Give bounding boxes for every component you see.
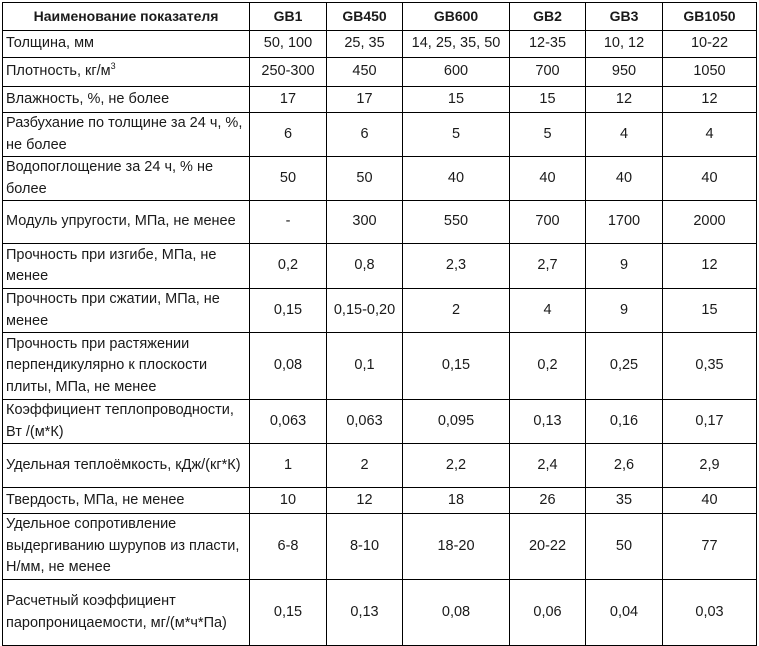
header-gb450: GB450 <box>327 3 403 31</box>
cell-value: 25, 35 <box>327 31 403 58</box>
cell-value: 40 <box>586 157 663 201</box>
cell-value: 10 <box>250 488 327 514</box>
cell-value: 0,15 <box>250 289 327 333</box>
table-row <box>3 157 757 201</box>
row-label <box>3 58 250 87</box>
cell-value: 2 <box>327 444 403 488</box>
cell-value: 5 <box>510 113 586 157</box>
row-label: Коэффициент теплопроводности, Вт /(м*К) <box>3 400 250 444</box>
cell-value: 0,15 <box>403 333 510 400</box>
cell-value: 15 <box>663 289 757 333</box>
cell-value: 0,04 <box>586 580 663 646</box>
cell-value: 0,13 <box>510 400 586 444</box>
cell-value: 0,03 <box>663 580 757 646</box>
cell-value: 5 <box>403 113 510 157</box>
table-row <box>3 87 757 113</box>
table-row <box>3 580 757 646</box>
cell-value: 15 <box>510 87 586 113</box>
header-gb3: GB3 <box>586 3 663 31</box>
cell-value: 0,2 <box>510 333 586 400</box>
cell-value: 50, 100 <box>250 31 327 58</box>
cell-value: 8-10 <box>327 514 403 580</box>
cell-value: 6 <box>250 113 327 157</box>
table-row <box>3 31 757 58</box>
row-label: Модуль упругости, МПа, не менее <box>3 201 250 244</box>
table-row <box>3 333 757 400</box>
cell-value: 40 <box>403 157 510 201</box>
header-parameter: Наименование показателя <box>3 3 250 31</box>
table-row <box>3 444 757 488</box>
cell-value: 2000 <box>663 201 757 244</box>
cell-value: 4 <box>663 113 757 157</box>
cell-value: 600 <box>403 58 510 87</box>
cell-value: - <box>250 201 327 244</box>
table-row <box>3 201 757 244</box>
table-row <box>3 514 757 580</box>
cell-value: 15 <box>403 87 510 113</box>
cell-value: 2,4 <box>510 444 586 488</box>
cell-value: 50 <box>250 157 327 201</box>
cell-value: 0,16 <box>586 400 663 444</box>
table-row <box>3 488 757 514</box>
header-row <box>3 3 757 31</box>
cell-value: 700 <box>510 201 586 244</box>
cell-value: 4 <box>586 113 663 157</box>
cell-value: 0,15-0,20 <box>327 289 403 333</box>
properties-table-wrapper <box>2 2 757 646</box>
cell-value: 0,08 <box>250 333 327 400</box>
row-label: Удельная теплоёмкость, кДж/(кг*К) <box>3 444 250 488</box>
table-row <box>3 400 757 444</box>
cell-value: 0,063 <box>327 400 403 444</box>
table-row <box>3 244 757 289</box>
cell-value: 0,8 <box>327 244 403 289</box>
cell-value: 50 <box>586 514 663 580</box>
cell-value: 12 <box>663 87 757 113</box>
header-gb600: GB600 <box>403 3 510 31</box>
cell-value: 0,35 <box>663 333 757 400</box>
table-row <box>3 113 757 157</box>
cell-value: 950 <box>586 58 663 87</box>
cell-value: 6 <box>327 113 403 157</box>
cell-value: 2,6 <box>586 444 663 488</box>
cell-value: 2 <box>403 289 510 333</box>
cell-value: 17 <box>327 87 403 113</box>
cell-value: 1050 <box>663 58 757 87</box>
row-label: Расчетный коэффициент паропроницаемости, мг/(м*ч*Па) <box>3 580 250 646</box>
cell-value: 2,3 <box>403 244 510 289</box>
table-row <box>3 58 757 87</box>
row-label: Толщина, мм <box>3 31 250 58</box>
cell-value: 9 <box>586 244 663 289</box>
cell-value: 700 <box>510 58 586 87</box>
table-row <box>3 289 757 333</box>
cell-value: 12 <box>327 488 403 514</box>
cell-value: 2,7 <box>510 244 586 289</box>
cell-value: 0,17 <box>663 400 757 444</box>
cell-value: 18-20 <box>403 514 510 580</box>
cell-value: 450 <box>327 58 403 87</box>
cell-value: 0,25 <box>586 333 663 400</box>
header-gb1050: GB1050 <box>663 3 757 31</box>
superscript: 3 <box>110 61 116 72</box>
header-gb2: GB2 <box>510 3 586 31</box>
cell-value: 12 <box>663 244 757 289</box>
row-label: Твердость, МПа, не менее <box>3 488 250 514</box>
cell-value: 40 <box>663 157 757 201</box>
cell-value: 20-22 <box>510 514 586 580</box>
row-label: Прочность при растяжении перпендикулярно к плоскости плиты, МПа, не менее <box>3 333 250 400</box>
row-label: Водопоглощение за 24 ч, % не более <box>3 157 250 201</box>
cell-value: 4 <box>510 289 586 333</box>
cell-value: 40 <box>663 488 757 514</box>
header-gb1: GB1 <box>250 3 327 31</box>
cell-value: 6-8 <box>250 514 327 580</box>
cell-value: 250-300 <box>250 58 327 87</box>
cell-value: 26 <box>510 488 586 514</box>
cell-value: 0,2 <box>250 244 327 289</box>
cell-value: 0,095 <box>403 400 510 444</box>
row-label: Удельное сопротивление выдергиванию шурупов из пласти, Н/мм, не менее <box>3 514 250 580</box>
cell-value: 550 <box>403 201 510 244</box>
cell-value: 0,1 <box>327 333 403 400</box>
cell-value: 14, 25, 35, 50 <box>403 31 510 58</box>
cell-value: 9 <box>586 289 663 333</box>
cell-value: 17 <box>250 87 327 113</box>
row-label-text: Плотность, кг/м <box>6 63 111 80</box>
cell-value: 18 <box>403 488 510 514</box>
cell-value: 40 <box>510 157 586 201</box>
cell-value: 77 <box>663 514 757 580</box>
row-label: Прочность при сжатии, МПа, не менее <box>3 289 250 333</box>
cell-value: 0,06 <box>510 580 586 646</box>
cell-value: 12-35 <box>510 31 586 58</box>
cell-value: 0,15 <box>250 580 327 646</box>
cell-value: 1 <box>250 444 327 488</box>
cell-value: 10, 12 <box>586 31 663 58</box>
properties-table <box>2 2 757 646</box>
row-label: Влажность, %, не более <box>3 87 250 113</box>
cell-value: 1700 <box>586 201 663 244</box>
cell-value: 2,9 <box>663 444 757 488</box>
row-label: Разбухание по толщине за 24 ч, %, не более <box>3 113 250 157</box>
cell-value: 0,063 <box>250 400 327 444</box>
cell-value: 35 <box>586 488 663 514</box>
cell-value: 2,2 <box>403 444 510 488</box>
cell-value: 0,13 <box>327 580 403 646</box>
cell-value: 50 <box>327 157 403 201</box>
cell-value: 12 <box>586 87 663 113</box>
cell-value: 300 <box>327 201 403 244</box>
row-label: Прочность при изгибе, МПа, не менее <box>3 244 250 289</box>
cell-value: 10-22 <box>663 31 757 58</box>
cell-value: 0,08 <box>403 580 510 646</box>
